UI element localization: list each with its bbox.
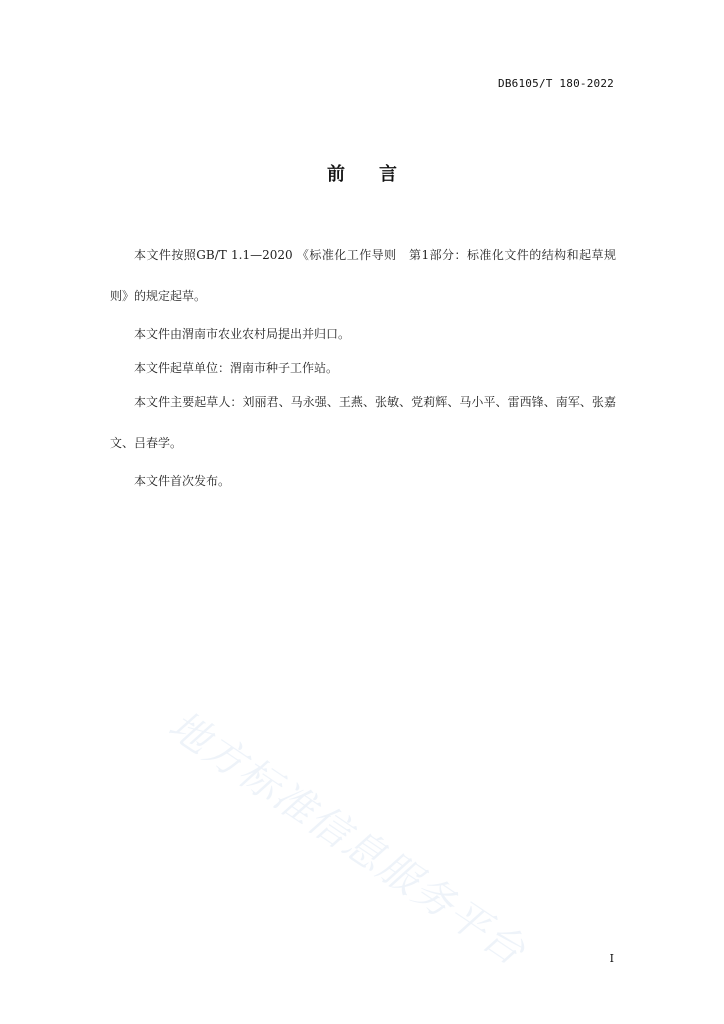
document-code: DB6105/T 180-2022 bbox=[498, 77, 614, 90]
paragraph-drafting-unit: 本文件起草单位：渭南市种子工作站。 bbox=[134, 361, 339, 375]
title-char-1: 前 bbox=[327, 164, 345, 185]
title-char-2: 言 bbox=[379, 164, 397, 185]
page-title bbox=[0, 160, 724, 186]
watermark-text: 地方标准信息服务平台 bbox=[160, 702, 535, 976]
paragraph-drafters: 本文件主要起草人：刘丽君、马永强、王燕、张敏、党莉辉、马小平、雷西锋、南军、张嘉文、吕春学。 bbox=[110, 395, 616, 450]
paragraph-proposer: 本文件由渭南市农业农村局提出并归口。 bbox=[134, 327, 351, 341]
foreword-body bbox=[110, 238, 616, 498]
paragraph-drafting-basis: 本文件按照GB/T 1.1—2020 《标准化工作导则 第1部分：标准化文件的结构和起草规则》的规定起草。 bbox=[110, 248, 616, 303]
paragraph-first-release: 本文件首次发布。 bbox=[134, 474, 231, 488]
page-number: I bbox=[609, 952, 614, 965]
